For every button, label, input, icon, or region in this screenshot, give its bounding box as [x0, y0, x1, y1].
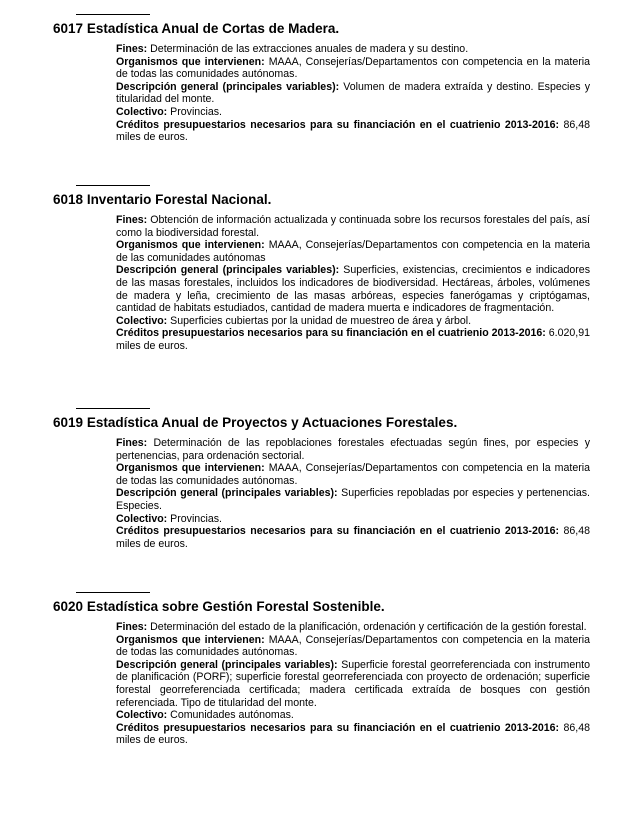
creditos-text: 86,48 miles de euros.	[116, 721, 590, 747]
colectivo-text: Provincias.	[170, 105, 222, 118]
fines-paragraph	[116, 43, 590, 56]
creditos-paragraph	[116, 525, 590, 550]
section-body	[116, 621, 590, 747]
section-divider	[76, 408, 150, 409]
section-title	[53, 192, 271, 208]
descripcion-text: Superficies, existencias, crecimientos e indicadores de las masas forestales, incluidos los indicadores de biodiversidad. Hectáreas, árboles, volúmenes de madera y leña, crecimiento de las masas arbóreas, especies fanerógamas y criptógamas, cantidad de habitats estudiados, cantidad de madera muerta e indicadores de fragmentación.	[116, 264, 590, 315]
fines-paragraph	[116, 621, 590, 634]
section-divider	[76, 14, 150, 15]
organismos-paragraph	[116, 239, 590, 264]
creditos-text: 86,48 miles de euros.	[116, 118, 590, 144]
descripcion-paragraph	[116, 81, 590, 106]
descripcion-label: Descripción general (principales variables):	[116, 80, 340, 93]
fines-label: Fines:	[116, 621, 148, 633]
fines-label: Fines:	[116, 437, 148, 449]
fines-text: Determinación del estado de la planificación, ordenación y certificación de la gestión forestal.	[150, 621, 587, 633]
fines-text: Determinación de las extracciones anuales de madera y su destino.	[150, 43, 469, 55]
creditos-label: Créditos presupuestarios necesarios para su financiación en el cuatrienio 2013-2016:	[116, 327, 546, 340]
organismos-text: MAAA, Consejerías/Departamentos con competencia en la materia de todas las comunidades autónomas.	[116, 633, 590, 659]
descripcion-label: Descripción general (principales variables):	[116, 264, 340, 277]
creditos-text: 86,48 miles de euros.	[116, 525, 590, 550]
organismos-paragraph	[116, 462, 590, 487]
section-title	[53, 21, 339, 37]
creditos-label: Créditos presupuestarios necesarios para su financiación en el cuatrienio 2013-2016:	[116, 721, 560, 734]
creditos-text: 6.020,91 miles de euros.	[116, 327, 591, 352]
fines-label: Fines:	[116, 43, 148, 55]
organismos-text: MAAA, Consejerías/Departamentos con competencia en la materia de todas las comunidades autónomas.	[116, 55, 590, 81]
section-title	[53, 415, 457, 431]
organismos-text: MAAA, Consejerías/Departamentos con competencia en la materia de las comunidades autónomas	[116, 239, 590, 264]
section-title-text: Inventario Forestal Nacional.	[86, 192, 272, 207]
descripcion-label: Descripción general (principales variables):	[116, 658, 338, 671]
section-code: 6018	[53, 192, 84, 207]
fines-text: Determinación de las repoblaciones forestales efectuadas según fines, por especies y pertenencias, para ordenación sectorial.	[116, 437, 590, 462]
section-title-text: Estadística Anual de Proyectos y Actuaciones Forestales.	[86, 415, 458, 430]
section-title	[53, 599, 385, 615]
colectivo-label: Colectivo:	[116, 512, 168, 525]
section-title-text: Estadística Anual de Cortas de Madera.	[86, 21, 340, 36]
descripcion-text: Superficie forestal georreferenciada con instrumento de planificación (PORF); superficie forestal georreferenciada con proyecto de ordenación; superficie forestal georreferenciada certificada; madera certificada extraída de bosques con gestión referenciada. Tipo de titularidad del monte.	[116, 658, 590, 709]
descripcion-paragraph	[116, 264, 590, 314]
creditos-paragraph	[116, 327, 590, 352]
colectivo-label: Colectivo:	[116, 105, 168, 118]
colectivo-label: Colectivo:	[116, 709, 168, 722]
section-code: 6020	[53, 599, 84, 614]
colectivo-paragraph	[116, 106, 590, 119]
organismos-label: Organismos que intervienen:	[116, 633, 265, 646]
descripcion-paragraph	[116, 659, 590, 709]
fines-paragraph	[116, 214, 590, 239]
section-body	[116, 214, 590, 353]
colectivo-paragraph	[116, 315, 590, 328]
creditos-paragraph	[116, 119, 590, 144]
section-divider	[76, 592, 150, 593]
colectivo-text: Superficies cubiertas por la unidad de muestreo de área y árbol.	[170, 314, 472, 327]
descripcion-label: Descripción general (principales variables):	[116, 487, 338, 500]
colectivo-text: Provincias.	[170, 512, 222, 525]
colectivo-label: Colectivo:	[116, 314, 168, 327]
organismos-label: Organismos que intervienen:	[116, 55, 265, 68]
section-code: 6019	[53, 415, 84, 430]
organismos-paragraph	[116, 634, 590, 659]
section-title-text: Estadística sobre Gestión Forestal Sostenible.	[86, 599, 385, 614]
fines-label: Fines:	[116, 214, 148, 226]
organismos-label: Organismos que intervienen:	[116, 239, 265, 252]
organismos-label: Organismos que intervienen:	[116, 462, 265, 475]
organismos-paragraph	[116, 56, 590, 81]
section-divider	[76, 185, 150, 186]
descripcion-text: Superficies repobladas por especies y pertenencias. Especies.	[116, 487, 590, 512]
fines-paragraph	[116, 437, 590, 462]
fines-text: Obtención de información actualizada y continuada sobre los recursos forestales del país, así como la biodiversidad forestal.	[116, 214, 590, 239]
creditos-label: Créditos presupuestarios necesarios para su financiación en el cuatrienio 2013-2016:	[116, 118, 560, 131]
colectivo-text: Comunidades autónomas.	[170, 709, 294, 722]
descripcion-paragraph	[116, 487, 590, 512]
descripcion-text: Volumen de madera extraída y destino. Especies y titularidad del monte.	[116, 80, 590, 106]
creditos-label: Créditos presupuestarios necesarios para su financiación en el cuatrienio 2013-2016:	[116, 525, 560, 538]
section-body	[116, 43, 590, 144]
organismos-text: MAAA, Consejerías/Departamentos con competencia en la materia de todas las comunidades autónomas.	[116, 462, 590, 487]
creditos-paragraph	[116, 722, 590, 747]
colectivo-paragraph	[116, 709, 590, 722]
section-code: 6017	[53, 21, 84, 36]
section-body	[116, 437, 590, 550]
colectivo-paragraph	[116, 513, 590, 526]
